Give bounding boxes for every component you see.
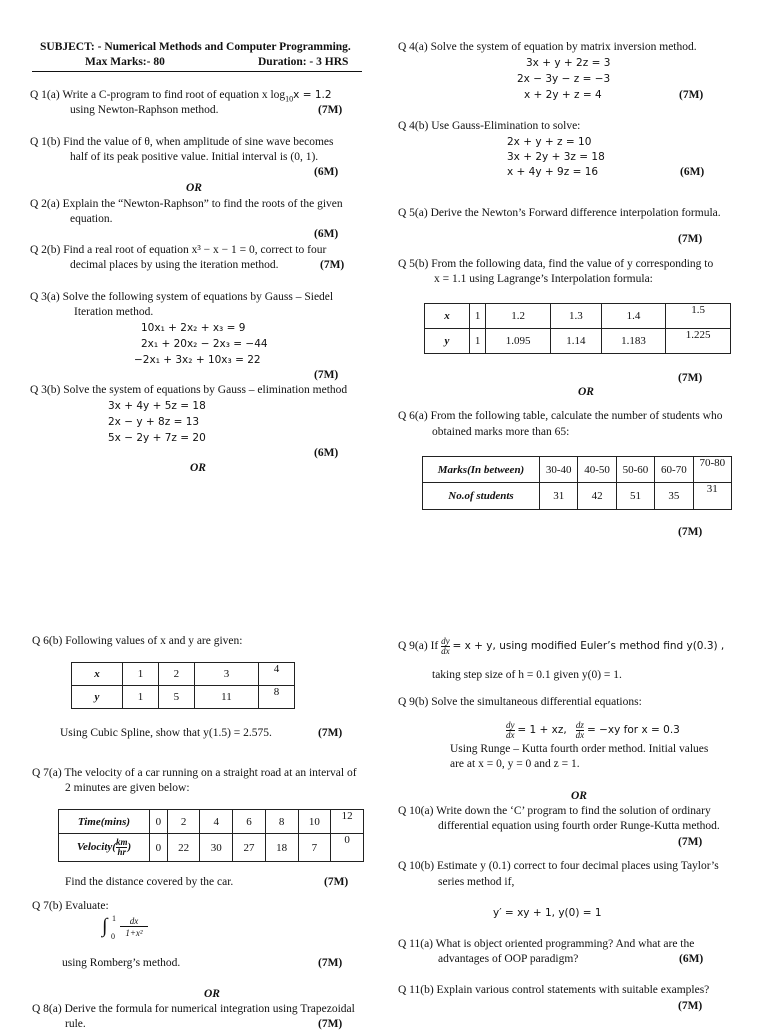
q7b-line2: using Romberg’s method.	[62, 957, 181, 969]
q5a-marks: (7M)	[678, 233, 703, 245]
table-row	[423, 483, 732, 510]
q11b: Q 11(b) Explain various control statements with suitable examples?	[398, 984, 710, 996]
q4b-eq2: 3x + 2y + 3z = 18	[507, 151, 605, 163]
table-cell: 1	[470, 304, 486, 329]
q3a-marks: (7M)	[314, 369, 339, 381]
q2a: Q 2(a) Explain the “Newton-Raphson” to find the roots of the given	[30, 198, 343, 210]
table-cell: 18	[265, 834, 298, 862]
q4b-eq3: x + 4y + 9z = 16	[507, 166, 599, 178]
table-cell: 4	[200, 810, 233, 834]
table-cell: 1	[123, 686, 159, 709]
table-row	[59, 834, 364, 862]
q5a: Q 5(a) Derive the Newton’s Forward difference interpolation formula.	[398, 207, 721, 219]
q9b-line2: Using Runge – Kutta fourth order method. Initial values	[450, 743, 709, 755]
q8a: Q 8(a) Derive the formula for numerical integration using Trapezoidal	[32, 1003, 355, 1015]
table-cell: y	[72, 686, 123, 709]
q11b-marks: (7M)	[678, 1000, 703, 1012]
q3a-line2: Iteration method.	[74, 306, 154, 318]
table-cell: 30	[200, 834, 233, 862]
header-rule	[32, 71, 362, 72]
table-cell: 51	[616, 483, 654, 510]
table-cell: 7	[298, 834, 331, 862]
table-cell: 3	[194, 663, 258, 686]
table-cell: x	[72, 663, 123, 686]
table-cell: 0	[150, 810, 168, 834]
q8a-marks: (7M)	[318, 1018, 343, 1030]
integral-sign-icon: ∫	[102, 915, 108, 937]
subject-title: SUBJECT: - Numerical Methods and Computer Programming.	[40, 41, 351, 53]
table-cell: 1.183	[601, 329, 666, 354]
table-cell: 50-60	[616, 457, 654, 483]
q3b-eq2: 2x − y + 8z = 13	[108, 416, 200, 428]
table-cell: 8	[265, 810, 298, 834]
q6b-marks: (7M)	[318, 727, 343, 739]
q3a-eq2: 2x₁ + 20x₂ − 2x₃ = −44	[141, 338, 268, 350]
table-cell: 40-50	[578, 457, 616, 483]
q9b-equations: $\frac{dy}{dx}$ = 1 + xz, $\frac{dz}{dx}$ = −xy for x = 0.3	[506, 720, 680, 740]
table-cell: Time(mins)	[59, 810, 150, 834]
table-cell: 5	[158, 686, 194, 709]
q9b-line3: are at x = 0, y = 0 and z = 1.	[450, 758, 580, 770]
q7b-marks: (7M)	[318, 957, 343, 969]
table-cell: 35	[655, 483, 693, 510]
table-row	[59, 810, 364, 834]
q3a: Q 3(a) Solve the following system of equations by Gauss – Siedel	[30, 291, 334, 303]
q2b-line2: decimal places by using the iteration method.	[70, 259, 279, 271]
table-row	[72, 663, 295, 686]
q4a-marks: (7M)	[679, 89, 704, 101]
q2b-marks: (7M)	[320, 259, 345, 271]
q3b-eq3: 5x − 2y + 7z = 20	[108, 432, 206, 444]
q3b-marks: (6M)	[314, 447, 339, 459]
q10b-line2: series method if,	[438, 876, 515, 888]
table-cell: 10	[298, 810, 331, 834]
table-cell: 1.14	[550, 329, 601, 354]
q7b-integral: ∫ 1 0 dx 1+x²	[102, 914, 162, 944]
q11a-line2: advantages of OOP paradigm?	[438, 953, 579, 965]
table-cell: 1	[470, 329, 486, 354]
or-divider: OR	[571, 790, 587, 802]
duration: Duration: - 3 HRS	[258, 56, 349, 68]
table-cell: 8	[259, 686, 295, 709]
table-cell: y	[425, 329, 470, 354]
q5b-marks: (7M)	[678, 372, 703, 384]
q10a-marks: (7M)	[678, 836, 703, 848]
q1a-line2: using Newton-Raphson method.	[70, 104, 219, 116]
q6b-line2: Using Cubic Spline, show that y(1.5) = 2.575.	[60, 727, 272, 739]
or-divider: OR	[190, 462, 206, 474]
table-cell: 12	[331, 810, 364, 834]
q6a-table	[422, 456, 732, 510]
table-cell: 70-80	[693, 457, 731, 483]
q10b: Q 10(b) Estimate y (0.1) correct to four decimal places using Taylor’s	[398, 860, 719, 872]
table-cell: 22	[167, 834, 200, 862]
q8a-line2: rule.	[65, 1018, 86, 1030]
table-cell: No.of students	[423, 483, 540, 510]
table-cell: 4	[259, 663, 295, 686]
q3a-eq3: −2x₁ + 3x₂ + 10x₃ = 22	[134, 354, 261, 366]
table-cell: 2	[158, 663, 194, 686]
q7a-line3: Find the distance covered by the car.	[65, 876, 234, 888]
q3b-eq1: 3x + 4y + 5z = 18	[108, 400, 206, 412]
q7b: Q 7(b) Evaluate:	[32, 900, 109, 912]
q5b-table	[424, 303, 731, 354]
table-cell: Marks(In between)	[423, 457, 540, 483]
q1b-line2: half of its peak positive value. Initial interval is (0, 1).	[70, 151, 319, 163]
table-cell: 60-70	[655, 457, 693, 483]
q9b: Q 9(b) Solve the simultaneous differential equations:	[398, 696, 642, 708]
or-divider: OR	[204, 988, 220, 1000]
q1a: Q 1(a) Write a C-program to find root of equation x $\log_{10}x = 1.2$	[30, 89, 332, 104]
q6b: Q 6(b) Following values of x and y are given:	[32, 635, 243, 647]
table-cell: 42	[578, 483, 616, 510]
q2b: Q 2(b) Find a real root of equation x³ − x − 1 = 0, correct to four	[30, 244, 327, 256]
table-cell: 6	[233, 810, 266, 834]
q7a-line2: 2 minutes are given below:	[65, 782, 190, 794]
q1b: Q 1(b) Find the value of θ, when amplitude of sine wave becomes	[30, 136, 334, 148]
q4b-marks: (6M)	[680, 166, 705, 178]
table-row	[425, 304, 731, 329]
q3b: Q 3(b) Solve the system of equations by Gauss – elimination method	[30, 384, 348, 396]
q1b-marks: (6M)	[314, 166, 339, 178]
table-cell: 1.5	[666, 304, 731, 329]
q4a: Q 4(a) Solve the system of equation by matrix inversion method.	[398, 41, 697, 53]
q3a-eq1: 10x₁ + 2x₂ + x₃ = 9	[141, 322, 246, 334]
table-cell: 31	[540, 483, 578, 510]
table-row	[425, 329, 731, 354]
q4b-eq1: 2x + y + z = 10	[507, 136, 592, 148]
q9a: Q 9(a) If $\frac{dy}{dx}$ = x + y, using modified Euler’s method find y(0.3) ,	[398, 636, 725, 656]
q1a-marks: (7M)	[318, 104, 343, 116]
q5b-line2: x = 1.1 using Lagrange’s Interpolation formula:	[434, 273, 653, 285]
or-divider: OR	[578, 386, 594, 398]
table-cell: 1	[123, 663, 159, 686]
table-cell: 1.4	[601, 304, 666, 329]
table-cell: 1.225	[666, 329, 731, 354]
or-divider: OR	[186, 182, 202, 194]
q10b-equation: y′ = xy + 1, y(0) = 1	[493, 907, 602, 919]
table-row	[423, 457, 732, 483]
q4a-eq1: 3x + y + 2z = 3	[526, 57, 611, 69]
table-cell: 30-40	[540, 457, 578, 483]
q11a-marks: (6M)	[679, 953, 704, 965]
table-cell: 11	[194, 686, 258, 709]
q4b: Q 4(b) Use Gauss-Elimination to solve:	[398, 120, 581, 132]
table-cell: 31	[693, 483, 731, 510]
table-cell: Velocity( $\frac{km}{hr}$ )	[59, 834, 150, 862]
table-cell: 1.2	[486, 304, 551, 329]
q10a-line2: differential equation using fourth order Runge-Kutta method.	[438, 820, 720, 832]
q2a-marks: (6M)	[314, 228, 339, 240]
table-cell: 2	[167, 810, 200, 834]
table-cell: 27	[233, 834, 266, 862]
q6a-line2: obtained marks more than 65:	[432, 426, 570, 438]
q9a-line2: taking step size of h = 0.1 given y(0) = 1.	[432, 669, 622, 681]
q7a: Q 7(a) The velocity of a car running on a straight road at an interval of	[32, 767, 357, 779]
q2a-line2: equation.	[70, 213, 113, 225]
q11a: Q 11(a) What is object oriented programming? And what are the	[398, 938, 695, 950]
table-row	[72, 686, 295, 709]
q7a-marks: (7M)	[324, 876, 349, 888]
q4a-eq3: x + 2y + z = 4	[524, 89, 602, 101]
q6a: Q 6(a) From the following table, calculate the number of students who	[398, 410, 723, 422]
table-cell: 0	[150, 834, 168, 862]
table-cell: x	[425, 304, 470, 329]
q6a-marks: (7M)	[678, 526, 703, 538]
q5b: Q 5(b) From the following data, find the value of y corresponding to	[398, 258, 714, 270]
table-cell: 1.095	[486, 329, 551, 354]
table-cell: 0	[331, 834, 364, 862]
q10a: Q 10(a) Write down the ‘C’ program to find the solution of ordinary	[398, 805, 711, 817]
table-cell: 1.3	[550, 304, 601, 329]
q4a-eq2: 2x − 3y − z = −3	[517, 73, 611, 85]
q6b-table	[71, 662, 295, 709]
q7a-table	[58, 809, 364, 862]
max-marks: Max Marks:- 80	[85, 56, 165, 68]
